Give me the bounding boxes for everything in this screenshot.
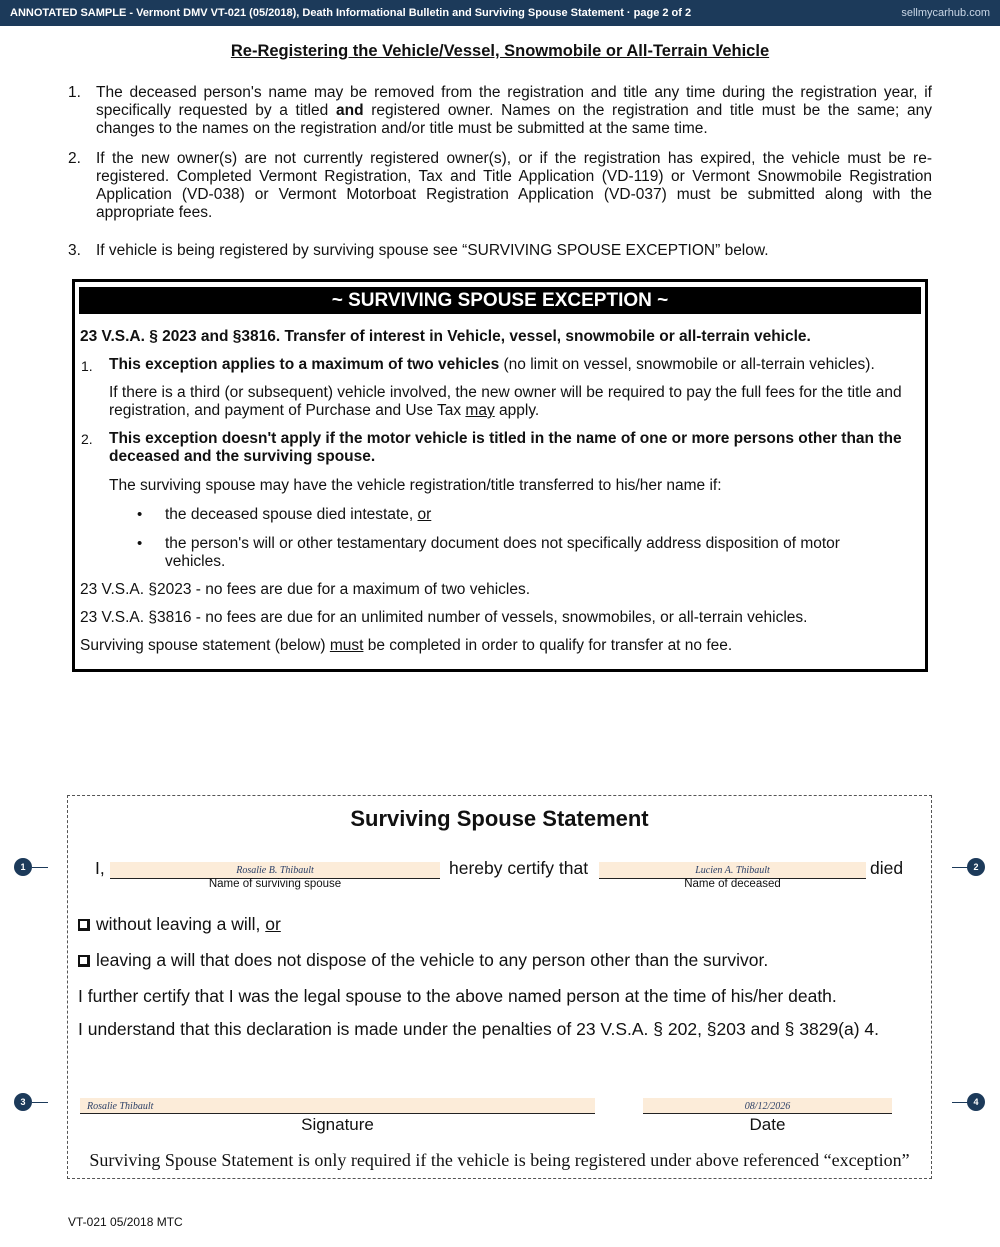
- item-text: The deceased person's name may be removed from the registration and title any time during the registration year, if specifically requested by a titled and registered owner. Names on the registration and title must be the same; any changes to the names on the registration and/or title must be submitted at the same time.: [96, 84, 932, 137]
- form-footer: VT-021 05/2018 MTC: [68, 1215, 183, 1229]
- list-item: [68, 150, 932, 222]
- certify-spouse-line: I further certify that I was the legal spouse to the above named person at the time of his/her death.: [78, 986, 837, 1006]
- statement-title: Surviving Spouse Statement: [350, 806, 649, 831]
- exception-point-2-detail: The surviving spouse may have the vehicle registration/title transferred to his/her name if:: [109, 477, 722, 494]
- option-with-will: leaving a will that does not dispose of the vehicle to any person other than the survivor.: [78, 950, 768, 970]
- callout-marker-4: 4: [967, 1093, 985, 1111]
- list-item: [68, 242, 932, 260]
- exception-point-number: 1.: [81, 358, 93, 374]
- banner-label: ANNOTATED SAMPLE - Vermont DMV VT-021 (05/2018), Death Informational Bulletin and Surviving Spouse Statement · page 2 of 2: [10, 7, 692, 19]
- bullet-icon: •: [137, 506, 143, 523]
- date-caption: Date: [749, 1115, 786, 1134]
- item-number: 2.: [68, 150, 81, 167]
- annotation-banner: [0, 0, 1000, 26]
- signature-caption: Signature: [301, 1115, 374, 1134]
- signature-field[interactable]: Rosalie Thibault: [80, 1098, 595, 1114]
- exception-heading: ~ SURVIVING SPOUSE EXCEPTION ~: [79, 287, 921, 314]
- checkbox-without-will[interactable]: [78, 919, 90, 931]
- callout-marker-3: 3: [14, 1093, 32, 1111]
- option-without-will: without leaving a will, or: [78, 914, 281, 934]
- callout-marker-2: 2: [967, 858, 985, 876]
- deceased-name-caption: Name of deceased: [684, 878, 781, 890]
- callout-connector: [32, 867, 48, 868]
- bullet-item: the person's will or other testamentary document does not specifically address disposition of motor vehicles.: [165, 535, 840, 570]
- bullet-icon: •: [137, 535, 143, 552]
- exception-statute: 23 V.S.A. § 2023 and §3816. Transfer of interest in Vehicle, vessel, snowmobile or all-terrain vehicle.: [80, 328, 811, 345]
- callout-connector: [32, 1102, 48, 1103]
- callout-connector: [952, 1102, 968, 1103]
- item-text: If vehicle is being registered by surviving spouse see “SURVIVING SPOUSE EXCEPTION” below.: [96, 242, 769, 259]
- surviving-spouse-name-field[interactable]: Rosalie B. Thibault: [110, 862, 440, 879]
- date-field[interactable]: 08/12/2026: [643, 1098, 892, 1114]
- checkbox-with-will[interactable]: [78, 955, 90, 967]
- banner-site: sellmycarhub.com: [901, 7, 990, 19]
- callout-marker-1: 1: [14, 858, 32, 876]
- exception-point-2: This exception doesn't apply if the motor vehicle is titled in the name of one or more persons other than the deceased and the surviving spouse.: [109, 430, 902, 465]
- died-label: died: [870, 858, 904, 878]
- item-number: 3.: [68, 242, 81, 259]
- penalty-line: I understand that this declaration is made under the penalties of 23 V.S.A. § 202, §203 and § 3829(a) 4.: [78, 1019, 880, 1039]
- callout-connector: [952, 867, 968, 868]
- list-item: [68, 84, 932, 138]
- exception-point-number: 2.: [81, 431, 93, 447]
- deceased-name-field[interactable]: Lucien A. Thibault: [599, 862, 866, 879]
- bullet-item: the deceased spouse died intestate, or: [165, 506, 432, 523]
- statement-requirement: Surviving spouse statement (below) must be completed in order to qualify for transfer at no fee.: [80, 637, 733, 654]
- item-number: 1.: [68, 84, 81, 101]
- statute-2023-line: 23 V.S.A. §2023 - no fees are due for a maximum of two vehicles.: [80, 581, 531, 598]
- item-text: If the new owner(s) are not currently registered owner(s), or if the registration has expired, the vehicle must be re-registered. Completed Vermont Registration, Tax and Title Application (VD-119) or Vermont Snowmobile Registration Application (VD-038) or Vermont Motorboat Registration Application (VD-037) must be submitted along with the appropriate fees.: [96, 150, 932, 221]
- surviving-spouse-statement: [67, 795, 932, 1179]
- statement-i-label: I,: [95, 858, 105, 878]
- surviving-spouse-name-caption: Name of surviving spouse: [208, 878, 342, 890]
- statement-footnote: Surviving Spouse Statement is only required if the vehicle is being registered under above referenced “exception”: [89, 1150, 910, 1170]
- certify-label: hereby certify that: [449, 858, 589, 878]
- exception-point-1: This exception applies to a maximum of two vehicles (no limit on vessel, snowmobile or all-terrain vehicles).: [109, 356, 875, 373]
- statute-3816-line: 23 V.S.A. §3816 - no fees are due for an unlimited number of vessels, snowmobiles, or all-terrain vehicles.: [80, 609, 808, 626]
- exception-point-1-detail: If there is a third (or subsequent) vehicle involved, the new owner will be required to pay the full fees for the title and registration, and payment of Purchase and Use Tax may apply.: [109, 384, 902, 419]
- exception-box: [72, 279, 928, 672]
- section-title: Re-Registering the Vehicle/Vessel, Snowmobile or All-Terrain Vehicle: [230, 42, 770, 60]
